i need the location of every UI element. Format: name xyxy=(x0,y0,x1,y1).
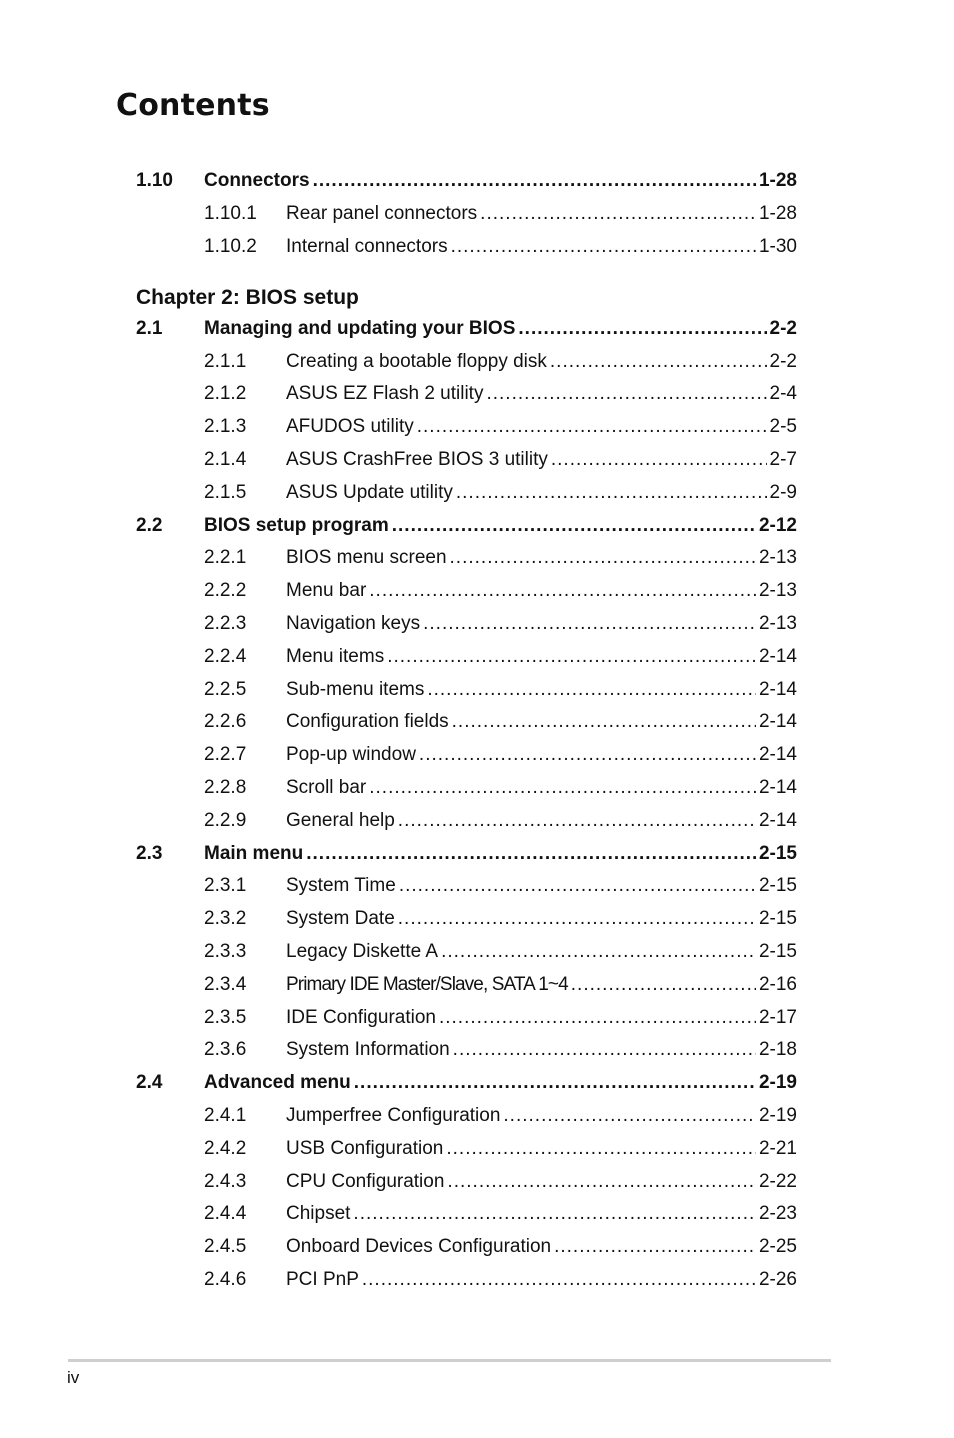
toc-entry-page: 2-13 xyxy=(758,580,797,602)
toc-entry-number: 2.2 xyxy=(136,514,163,536)
toc-entry-title: Main menu xyxy=(204,842,304,864)
toc-entry-number: 2.1.1 xyxy=(204,350,247,372)
toc-entry-page: 2-14 xyxy=(758,645,797,667)
toc-entry-number: 2.1.2 xyxy=(204,383,247,405)
toc-entry-title: Menu bar xyxy=(286,580,367,602)
toc-entry-number: 2.2.3 xyxy=(204,612,247,634)
toc-entry-title: Legacy Diskette A xyxy=(286,940,439,962)
toc-entry-title: Configuration fields xyxy=(286,711,449,733)
toc-subsection-entry[interactable] xyxy=(136,575,797,608)
toc-subsection-entry[interactable] xyxy=(136,231,797,264)
toc-section-entry[interactable] xyxy=(136,165,797,198)
dot-leader xyxy=(451,236,756,258)
toc-entry-number: 2.3.4 xyxy=(204,973,247,995)
dot-leader xyxy=(446,1138,756,1160)
toc-entry-number: 2.3.2 xyxy=(204,908,247,930)
toc-entry-title: General help xyxy=(286,809,395,831)
toc-section-entry[interactable] xyxy=(136,509,797,542)
dot-leader xyxy=(452,711,756,733)
toc-entry-title: System Time xyxy=(286,875,396,897)
dot-leader xyxy=(480,203,756,225)
toc-subsection-entry[interactable] xyxy=(136,444,797,477)
toc-subsection-entry[interactable] xyxy=(136,1034,797,1067)
toc-entry-page: 2-5 xyxy=(769,416,797,438)
toc-subsection-entry[interactable] xyxy=(136,1198,797,1231)
toc-subsection-entry[interactable] xyxy=(136,476,797,509)
toc-entry-title: Rear panel connectors xyxy=(286,203,478,225)
toc-entry-number: 2.4.6 xyxy=(204,1268,247,1290)
toc-subsection-entry[interactable] xyxy=(136,968,797,1001)
toc-subsection-entry[interactable] xyxy=(136,378,797,411)
toc-subsection-entry[interactable] xyxy=(136,1165,797,1198)
toc-entry-page: 2-9 xyxy=(769,481,797,503)
toc-subsection-entry[interactable] xyxy=(136,673,797,706)
toc-subsection-entry[interactable] xyxy=(136,542,797,575)
dot-leader xyxy=(387,646,756,668)
toc-subsection-entry[interactable] xyxy=(136,739,797,772)
toc-entry-number: 2.3.6 xyxy=(204,1039,247,1061)
toc-entry-number: 2.3 xyxy=(136,842,163,864)
dot-leader xyxy=(362,1269,756,1291)
toc-entry-number: 2.1.3 xyxy=(204,416,247,438)
toc-entry-title: Primary IDE Master/Slave, SATA 1~4 xyxy=(286,973,568,995)
toc-entry-title: System Information xyxy=(286,1039,450,1061)
toc-subsection-entry[interactable] xyxy=(136,706,797,739)
toc-entry-page: 2-19 xyxy=(758,1104,797,1126)
dot-leader xyxy=(423,613,756,635)
dot-leader xyxy=(398,908,756,930)
dot-leader xyxy=(551,449,767,471)
toc-entry-page: 2-2 xyxy=(769,317,797,339)
dot-leader xyxy=(518,318,766,340)
toc-entry-page: 2-26 xyxy=(758,1268,797,1290)
toc-entry-page: 2-23 xyxy=(758,1203,797,1225)
dot-leader xyxy=(571,974,756,996)
toc-entry-page: 1-28 xyxy=(758,170,797,192)
toc-subsection-entry[interactable] xyxy=(136,936,797,969)
toc-entry-title: Pop-up window xyxy=(286,744,416,766)
dot-leader xyxy=(398,810,756,832)
toc-entry-number: 2.2.1 xyxy=(204,547,247,569)
toc-entry-title: System Date xyxy=(286,908,395,930)
toc-entry-number: 2.2.5 xyxy=(204,678,247,700)
toc-entry-number: 2.2.7 xyxy=(204,744,247,766)
toc-entry-title: Chipset xyxy=(286,1203,351,1225)
toc-entry-number: 1.10 xyxy=(136,170,173,192)
toc-entry-page: 2-15 xyxy=(758,940,797,962)
toc-subsection-entry[interactable] xyxy=(136,772,797,805)
toc-entry-number: 2.4.5 xyxy=(204,1236,247,1258)
dot-leader xyxy=(439,1007,756,1029)
toc-entry-number: 2.1.4 xyxy=(204,448,247,470)
dot-leader xyxy=(306,843,756,865)
toc-subsection-entry[interactable] xyxy=(136,198,797,231)
toc-entry-number: 2.4.2 xyxy=(204,1137,247,1159)
toc-entry-title: Creating a bootable floppy disk xyxy=(286,350,547,372)
toc-subsection-entry[interactable] xyxy=(136,870,797,903)
footer-rule xyxy=(68,1359,831,1362)
dot-leader xyxy=(550,351,767,373)
toc-entry-title: Connectors xyxy=(204,170,310,192)
toc-entry-page: 1-28 xyxy=(758,203,797,225)
toc-subsection-entry[interactable] xyxy=(136,804,797,837)
toc-subsection-entry[interactable] xyxy=(136,1100,797,1133)
dot-leader xyxy=(392,515,756,537)
toc-entry-title: Sub-menu items xyxy=(286,678,425,700)
toc-entry-page: 2-14 xyxy=(758,744,797,766)
toc-entry-page: 2-4 xyxy=(769,383,797,405)
toc-section-entry[interactable] xyxy=(136,1067,797,1100)
chapter-heading xyxy=(136,263,797,312)
toc-entry-number: 2.3.3 xyxy=(204,940,247,962)
toc-entry-page: 2-19 xyxy=(758,1072,797,1094)
toc-entry-number: 2.3.1 xyxy=(204,875,247,897)
dot-leader xyxy=(456,482,767,504)
toc-subsection-entry[interactable] xyxy=(136,1231,797,1264)
dot-leader xyxy=(447,1171,756,1193)
dot-leader xyxy=(450,547,756,569)
dot-leader xyxy=(369,777,756,799)
toc-entry-page: 2-14 xyxy=(758,711,797,733)
toc-entry-page: 2-18 xyxy=(758,1039,797,1061)
table-of-contents xyxy=(136,165,797,1296)
toc-entry-page: 2-14 xyxy=(758,678,797,700)
toc-entry-title: Advanced menu xyxy=(204,1072,351,1094)
toc-entry-title: ASUS CrashFree BIOS 3 utility xyxy=(286,448,548,470)
toc-entry-number: 1.10.1 xyxy=(204,203,257,225)
toc-entry-page: 2-13 xyxy=(758,612,797,634)
dot-leader xyxy=(453,1039,756,1061)
dot-leader xyxy=(353,1203,756,1225)
dot-leader xyxy=(486,383,766,405)
toc-entry-title: PCI PnP xyxy=(286,1268,359,1290)
toc-entry-page: 2-16 xyxy=(758,973,797,995)
page-title: Contents xyxy=(116,88,270,123)
toc-section-entry[interactable] xyxy=(136,837,797,870)
toc-entry-number: 2.2.8 xyxy=(204,776,247,798)
toc-subsection-entry[interactable] xyxy=(136,1001,797,1034)
toc-entry-page: 2-14 xyxy=(758,809,797,831)
toc-entry-number: 2.4.3 xyxy=(204,1170,247,1192)
toc-subsection-entry[interactable] xyxy=(136,345,797,378)
dot-leader xyxy=(441,941,756,963)
toc-entry-page: 2-2 xyxy=(769,350,797,372)
dot-leader xyxy=(427,679,756,701)
toc-entry-page: 2-7 xyxy=(769,448,797,470)
toc-entry-title: AFUDOS utility xyxy=(286,416,414,438)
toc-entry-title: Navigation keys xyxy=(286,612,421,634)
dot-leader xyxy=(399,875,756,897)
dot-leader xyxy=(554,1236,756,1258)
toc-entry-page: 2-15 xyxy=(758,875,797,897)
toc-entry-page: 2-15 xyxy=(758,908,797,930)
dot-leader xyxy=(313,170,756,192)
toc-entry-number: 2.2.9 xyxy=(204,809,247,831)
toc-entry-title: Menu items xyxy=(286,645,385,667)
toc-subsection-entry[interactable] xyxy=(136,411,797,444)
toc-entry-page: 2-13 xyxy=(758,547,797,569)
toc-entry-title: USB Configuration xyxy=(286,1137,444,1159)
toc-entry-title: ASUS Update utility xyxy=(286,481,453,503)
toc-subsection-entry[interactable] xyxy=(136,903,797,936)
toc-entry-title: Internal connectors xyxy=(286,235,448,257)
dot-leader xyxy=(354,1072,756,1094)
dot-leader xyxy=(503,1105,756,1127)
toc-entry-title: Managing and updating your BIOS xyxy=(204,317,516,339)
page-number: iv xyxy=(67,1368,80,1387)
dot-leader xyxy=(417,416,767,438)
toc-entry-page: 2-17 xyxy=(758,1006,797,1028)
toc-subsection-entry[interactable] xyxy=(136,1132,797,1165)
toc-entry-page: 2-14 xyxy=(758,776,797,798)
toc-entry-title: CPU Configuration xyxy=(286,1170,445,1192)
toc-subsection-entry[interactable] xyxy=(136,608,797,641)
toc-subsection-entry[interactable] xyxy=(136,640,797,673)
toc-entry-number: 2.3.5 xyxy=(204,1006,247,1028)
toc-entry-title: Onboard Devices Configuration xyxy=(286,1236,552,1258)
toc-entry-number: 2.4 xyxy=(136,1072,163,1094)
toc-section-entry[interactable] xyxy=(136,312,797,345)
toc-entry-page: 2-22 xyxy=(758,1170,797,1192)
toc-entry-title: BIOS menu screen xyxy=(286,547,447,569)
toc-entry-page: 2-25 xyxy=(758,1236,797,1258)
toc-entry-number: 2.2.4 xyxy=(204,645,247,667)
toc-entry-title: IDE Configuration xyxy=(286,1006,436,1028)
toc-entry-title: Scroll bar xyxy=(286,776,367,798)
toc-entry-page: 2-21 xyxy=(758,1137,797,1159)
toc-entry-number: 2.2.2 xyxy=(204,580,247,602)
toc-entry-title: BIOS setup program xyxy=(204,514,389,536)
toc-entry-title: Jumperfree Configuration xyxy=(286,1104,501,1126)
toc-subsection-entry[interactable] xyxy=(136,1264,797,1297)
toc-entry-number: 1.10.2 xyxy=(204,235,257,257)
toc-entry-number: 2.4.1 xyxy=(204,1104,247,1126)
toc-entry-page: 1-30 xyxy=(758,235,797,257)
toc-entry-number: 2.4.4 xyxy=(204,1203,247,1225)
toc-entry-number: 2.1 xyxy=(136,317,163,339)
chapter-heading-text: Chapter 2: BIOS setup xyxy=(136,286,359,310)
dot-leader xyxy=(419,744,756,766)
toc-entry-number: 2.2.6 xyxy=(204,711,247,733)
toc-entry-page: 2-15 xyxy=(758,842,797,864)
toc-entry-number: 2.1.5 xyxy=(204,481,247,503)
toc-entry-page: 2-12 xyxy=(758,514,797,536)
dot-leader xyxy=(369,580,756,602)
toc-entry-title: ASUS EZ Flash 2 utility xyxy=(286,383,484,405)
